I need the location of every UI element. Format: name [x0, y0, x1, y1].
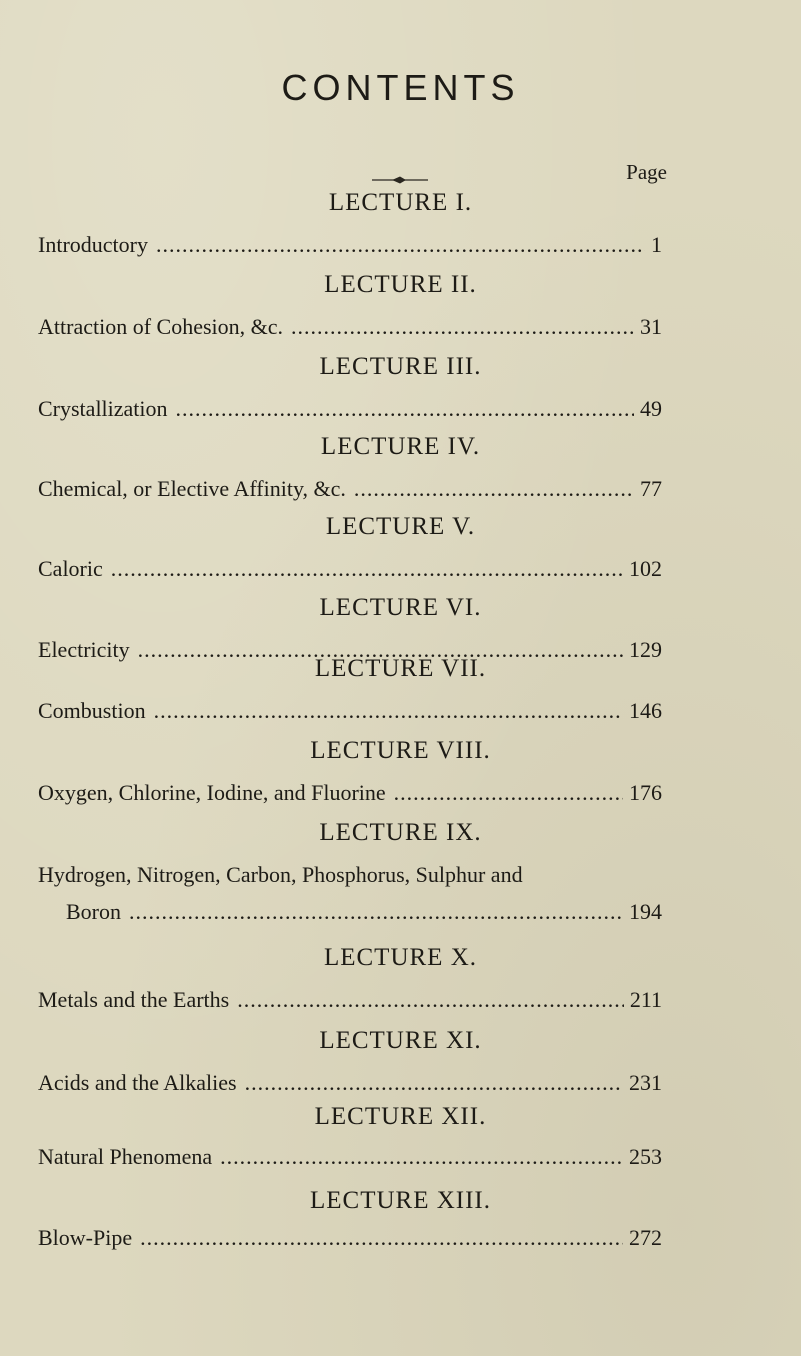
- entry-title: Natural Phenomena: [38, 1144, 213, 1169]
- page-column-heading: Page: [626, 160, 667, 184]
- dot-leader: [154, 697, 623, 725]
- contents-entry: [38, 986, 662, 1014]
- entry-page-number: 176: [629, 780, 662, 805]
- dot-leader: [394, 779, 623, 807]
- entry-title: Chemical, or Elective Affinity, &c.: [38, 476, 346, 501]
- entry-page-number: 211: [629, 987, 662, 1012]
- entry-title: Acids and the Alkalies: [38, 1070, 237, 1095]
- contents-entry: [38, 313, 662, 341]
- contents-entry: [38, 231, 662, 259]
- entry-title: Caloric: [38, 556, 103, 581]
- lecture-heading: LECTURE XII.: [314, 1103, 487, 1130]
- entry-page-number: 272: [629, 1225, 662, 1250]
- lecture-heading: LECTURE I.: [328, 189, 473, 216]
- entry-page-number: 102: [629, 556, 662, 581]
- dot-leader: [176, 395, 634, 423]
- lecture-heading: LECTURE X.: [323, 944, 478, 971]
- entry-title: Combustion: [38, 698, 146, 723]
- lecture-heading: LECTURE V.: [325, 513, 476, 540]
- contents-entry: [38, 779, 662, 807]
- contents-entry: [38, 475, 662, 503]
- contents-entry: [66, 898, 662, 926]
- dot-leader: [291, 313, 634, 341]
- dot-leader: [129, 898, 623, 926]
- contents-entry: [38, 395, 662, 423]
- dot-leader: [156, 231, 645, 259]
- lecture-heading: LECTURE III.: [319, 353, 482, 380]
- contents-entry: [38, 697, 662, 725]
- contents-entry: [38, 1224, 662, 1252]
- dot-leader: [354, 475, 634, 503]
- dot-leader: [220, 1143, 623, 1171]
- page-title: CONTENTS: [281, 67, 520, 108]
- lecture-heading: LECTURE XI.: [319, 1027, 482, 1054]
- lecture-heading: LECTURE XIII.: [309, 1187, 492, 1214]
- entry-page-number: 49: [640, 396, 662, 421]
- entry-page-number: 146: [629, 698, 662, 723]
- entry-title: Boron: [66, 899, 121, 924]
- entry-title: Introductory: [38, 232, 148, 257]
- lecture-heading: LECTURE VI.: [319, 594, 482, 621]
- lecture-heading: LECTURE II.: [324, 271, 477, 298]
- entry-page-number: 77: [640, 476, 662, 501]
- entry-page-number: 129: [629, 637, 662, 662]
- lecture-heading: LECTURE IV.: [320, 433, 481, 460]
- entry-title: Electricity: [38, 637, 130, 662]
- entry-title-line-1: Hydrogen, Nitrogen, Carbon, Phosphorus, Sulphur and: [38, 862, 523, 887]
- dot-leader: [245, 1069, 623, 1097]
- entry-title: Metals and the Earths: [38, 987, 230, 1012]
- dot-leader: [237, 986, 624, 1014]
- lecture-heading: LECTURE VIII.: [310, 737, 491, 764]
- entry-page-number: 1: [651, 232, 662, 257]
- entry-page-number: 231: [629, 1070, 662, 1095]
- contents-entry: [38, 1069, 662, 1097]
- entry-page-number: 253: [629, 1144, 662, 1169]
- entry-title: Oxygen, Chlorine, Iodine, and Fluorine: [38, 780, 386, 805]
- entry-page-number: 31: [640, 314, 662, 339]
- entry-title: Blow-Pipe: [38, 1225, 133, 1250]
- contents-entry: [38, 555, 662, 583]
- lecture-heading: LECTURE VII.: [314, 655, 487, 682]
- contents-entry: [38, 1143, 662, 1171]
- entry-title: Attraction of Cohesion, &c.: [38, 314, 284, 339]
- dot-leader: [140, 1224, 623, 1252]
- dot-leader: [111, 555, 623, 583]
- entry-title: Crystallization: [38, 396, 168, 421]
- lecture-heading: LECTURE IX.: [319, 819, 482, 846]
- entry-page-number: 194: [629, 899, 662, 924]
